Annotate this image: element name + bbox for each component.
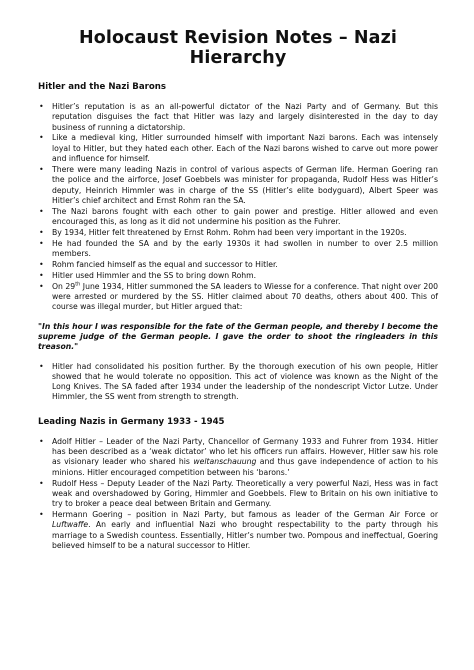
barons-bullet-list xyxy=(38,102,438,313)
list-item: • He had founded the SA and by the early 1930s it had swollen in number to over 2.5 million members. xyxy=(38,239,438,260)
ordinal-suffix: th xyxy=(75,281,81,288)
hitler-text-italic: weltanschauung xyxy=(193,457,257,467)
list-item: • The Nazi barons fought with each other to gain power and prestige. Hitler allowed and even encouraged this, as long as it did not undermine his position as the Fuhrer. xyxy=(38,207,438,228)
list-item: • Hitler used Himmler and the SS to bring down Rohm. xyxy=(38,271,438,281)
june-text-pre: On 29 xyxy=(52,281,76,291)
goering-text-pre: Hermann Goering – position in Nazi Party, but famous as leader of the German Air Force or xyxy=(52,510,438,520)
hitler-quote: "In this hour I was responsible for the fate of the German people, and thereby I become the supreme judge of the German people. I gave the order to shoot the ringleaders in this treason." xyxy=(38,321,438,352)
section-heading-barons: Hitler and the Nazi Barons xyxy=(38,82,167,92)
list-item: • There were many leading Nazis in control of various aspects of German life. Herman Goering ran the police and the airforce, Josef Goebbels was minister for propaganda, Rudolf Hess was Hitler’s deputy, Heinrich Himmler was in charge of the SS (Hitler’s elite bodyguard), Albert Speer was Hitler’s chief architect and Ernst Rohm ran the SA. xyxy=(38,165,438,206)
list-item-goering xyxy=(38,510,438,551)
june-text-post: June 1934, Hitler summoned the SA leaders to Wiesse for a conference. That night over 200 were arrested or murdered by the SS. Hitler claimed about 70 deaths, others about 400. This of course was illegal murder, but Hitler argued that: xyxy=(52,281,438,312)
list-item: • Rohm fancied himself as the equal and successor to Hitler. xyxy=(38,260,438,270)
list-item: • By 1934, Hitler felt threatened by Ernst Rohm. Rohm had been very important in the 1920s. xyxy=(38,228,438,238)
section-heading-leading-nazis: Leading Nazis in Germany 1933 - 1945 xyxy=(38,416,225,427)
after-quote-list xyxy=(38,362,438,403)
list-item xyxy=(38,282,438,313)
hitler-text-post: and thus gave independence of action to his minions. Hitler encouraged competition between his ‘barons.’ xyxy=(52,457,438,477)
goering-text-italic: Luftwaffe xyxy=(52,520,89,530)
leading-nazis-list xyxy=(38,437,438,551)
list-item-hitler xyxy=(38,437,438,478)
list-item: • Like a medieval king, Hitler surrounded himself with important Nazi barons. Each was intensely loyal to Hitler, but they hated each other. Each of the Nazi barons wished to carve out more power and influence for himself. xyxy=(38,133,438,164)
hitler-text-pre: Adolf Hitler – Leader of the Nazi Party, Chancellor of Germany 1933 and Fuhrer from 1934. Hitler has been described as a ‘weak dictator’ who let his officers run affairs. However, Hitler saw his role as visionary leader who shared his xyxy=(52,436,438,467)
list-item-hess: • Rudolf Hess – Deputy Leader of the Nazi Party. Theoretically a very powerful Nazi, Hess was in fact weak and overshadowed by Goring, Himmler and Goebbels. Flew to Britain on his own initiative to try to broker a peace deal between Britain and Germany. xyxy=(38,479,438,510)
list-item: • Hitler’s reputation is as an all-powerful dictator of the Nazi Party and of Germany. But this reputation disguises the fact that Hitler was lazy and largely disinterested in the day to day business of running a dictatorship. xyxy=(38,102,438,133)
page-title: Holocaust Revision Notes – Nazi Hierarchy xyxy=(79,28,397,68)
list-item: • Hitler had consolidated his position further. By the thorough execution of his own people, Hitler showed that he would tolerate no opposition. This act of violence was known as the Night of the Long Knives. The SA faded after 1934 under the leadership of the nondescript Victor Lutze. Under Himmler, the SS went from strength to strength. xyxy=(38,362,438,403)
goering-text-post: . An early and influential Nazi who brought respectability to the party through his marriage to a Swedish countess. Essentially, Hitler’s number two. Pompous and ineffectual, Goering believed himself to be a natural successor to Hitler. xyxy=(52,520,438,550)
